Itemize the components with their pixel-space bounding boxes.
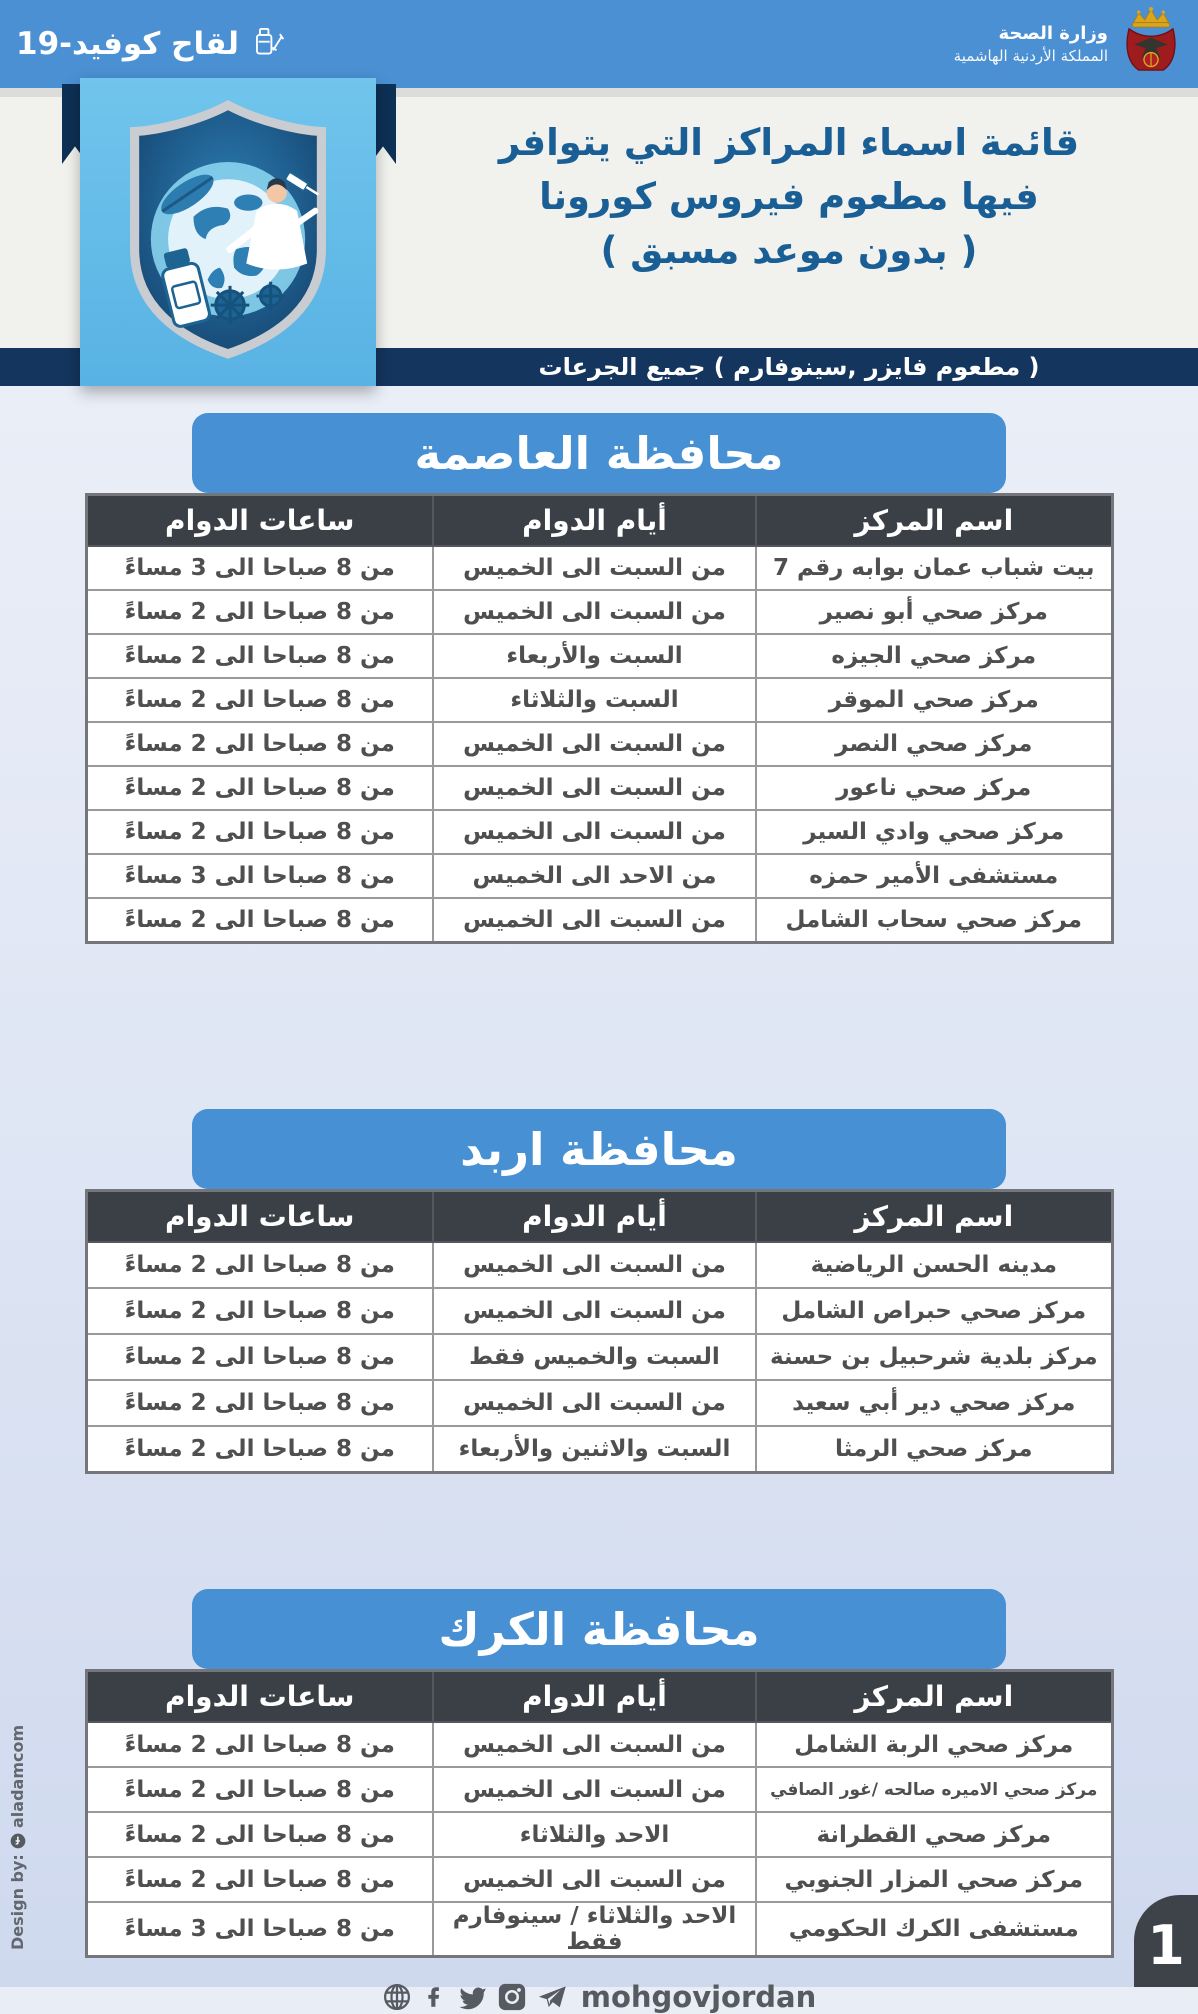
design-credit <box>8 1710 27 1950</box>
ministry-identity <box>954 6 1182 82</box>
cell-center-name: مركز صحي القطرانة <box>756 1812 1112 1857</box>
center-row <box>86 810 1112 854</box>
title-line-3: ( بدون موعد مسبق ) <box>600 229 978 272</box>
governorate-banner-label: محافظة الكرك <box>438 1602 760 1656</box>
governorate-banner-label: محافظة العاصمة <box>414 426 784 480</box>
cell-center-name: مركز صحي سحاب الشامل <box>756 898 1112 943</box>
cell-working-hours: من 8 صباحا الى 2 مساءً <box>86 1380 433 1426</box>
cell-working-hours: من 8 صباحا الى 3 مساءً <box>86 854 433 898</box>
cell-center-name: مركز صحي المزار الجنوبي <box>756 1857 1112 1902</box>
cell-working-days: من السبت الى الخميس <box>433 1857 756 1902</box>
cell-working-hours: من 8 صباحا الى 2 مساءً <box>86 1288 433 1334</box>
cell-working-days: من السبت الى الخميس <box>433 810 756 854</box>
cell-working-hours: من 8 صباحا الى 2 مساءً <box>86 722 433 766</box>
cell-working-days: من السبت الى الخميس <box>433 1767 756 1812</box>
cell-center-name: مركز صحي أبو نصير <box>756 590 1112 634</box>
title-line-2: فيها مطعوم فيروس كورونا <box>539 175 1039 218</box>
sections-host <box>0 413 1198 1958</box>
center-row <box>86 1812 1112 1857</box>
cell-center-name: مركز صحي الجيزه <box>756 634 1112 678</box>
cell-working-days: الاحد والثلاثاء <box>433 1812 756 1857</box>
vaccine-shield-badge <box>80 78 376 386</box>
governorate-section <box>0 1589 1198 1958</box>
cell-center-name: بيت شباب عمان بوابه رقم 7 <box>756 546 1112 590</box>
governorate-section <box>0 1109 1198 1474</box>
center-row <box>86 766 1112 810</box>
social-handle[interactable]: mohgovjordan <box>580 1980 817 2014</box>
center-row <box>86 1767 1112 1812</box>
cell-center-name: مدينه الحسن الرياضية <box>756 1242 1112 1288</box>
vaccine-types-label: ( مطعوم فايزر ,سينوفارم ) جميع الجرعات <box>538 353 1040 381</box>
center-row <box>86 722 1112 766</box>
center-row <box>86 1242 1112 1288</box>
cell-working-days: من السبت الى الخميس <box>433 1242 756 1288</box>
cell-working-days: من السبت الى الخميس <box>433 766 756 810</box>
centers-table <box>85 1189 1114 1474</box>
kingdom-name: المملكة الأردنية الهاشمية <box>953 47 1108 66</box>
cell-working-days: من السبت الى الخميس <box>433 1288 756 1334</box>
cell-working-days: الاحد والثلاثاء / سينوفارم فقط <box>433 1902 756 1957</box>
center-row <box>86 590 1112 634</box>
col-header-days: أيام الدوام <box>433 1191 756 1243</box>
center-row <box>86 1380 1112 1426</box>
cell-working-hours: من 8 صباحا الى 2 مساءً <box>86 810 433 854</box>
jordan-coat-of-arms-icon <box>1120 6 1182 82</box>
table-header-row <box>86 1671 1112 1723</box>
page-title <box>380 116 1198 278</box>
cell-working-hours: من 8 صباحا الى 2 مساءً <box>86 678 433 722</box>
cell-working-hours: من 8 صباحا الى 2 مساءً <box>86 1857 433 1902</box>
centers-table <box>85 1669 1114 1958</box>
center-row <box>86 898 1112 943</box>
cell-center-name: مستشفى الكرك الحكومي <box>756 1902 1112 1957</box>
vaccine-syringe-icon <box>251 21 285 67</box>
cell-center-name: مركز صحي دير أبي سعيد <box>756 1380 1112 1426</box>
col-header-hours: ساعات الدوام <box>86 1671 433 1723</box>
cell-working-days: من السبت الى الخميس <box>433 546 756 590</box>
ministry-name: وزارة الصحة <box>998 22 1108 44</box>
cell-working-hours: من 8 صباحا الى 2 مساءً <box>86 590 433 634</box>
col-header-center: اسم المركز <box>756 1671 1112 1723</box>
design-credit-author: aladamcom <box>8 1725 27 1829</box>
center-row <box>86 1722 1112 1767</box>
facebook-circle-icon <box>8 1833 27 1849</box>
cell-working-hours: من 8 صباحا الى 2 مساءً <box>86 634 433 678</box>
cell-working-hours: من 8 صباحا الى 3 مساءً <box>86 1902 433 1957</box>
center-row <box>86 1288 1112 1334</box>
campaign-label: لقاح كوفيد-19 <box>16 26 240 62</box>
cell-working-hours: من 8 صباحا الى 2 مساءً <box>86 898 433 943</box>
col-header-center: اسم المركز <box>756 495 1112 547</box>
cell-working-hours: من 8 صباحا الى 2 مساءً <box>86 1767 433 1812</box>
cell-working-days: السبت والاثنين والأربعاء <box>433 1426 756 1473</box>
col-header-center: اسم المركز <box>756 1191 1112 1243</box>
cell-working-hours: من 8 صباحا الى 3 مساءً <box>86 546 433 590</box>
cell-working-days: من السبت الى الخميس <box>433 898 756 943</box>
governorate-banner <box>192 413 1006 493</box>
cell-working-hours: من 8 صباحا الى 2 مساءً <box>86 1812 433 1857</box>
design-credit-prefix: Design by: <box>8 1854 27 1950</box>
center-row <box>86 1902 1112 1957</box>
center-row <box>86 1426 1112 1473</box>
cell-working-days: من السبت الى الخميس <box>433 722 756 766</box>
centers-table <box>85 493 1114 944</box>
cell-working-days: السبت والخميس فقط <box>433 1334 756 1380</box>
title-line-1: قائمة اسماء المراكز التي يتوافر <box>498 121 1080 164</box>
cell-center-name: مركز صحي الربة الشامل <box>756 1722 1112 1767</box>
cell-center-name: مركز بلدية شرحبيل بن حسنة <box>756 1334 1112 1380</box>
cell-working-hours: من 8 صباحا الى 2 مساءً <box>86 1242 433 1288</box>
cell-center-name: مركز صحي الموقر <box>756 678 1112 722</box>
governorate-banner <box>192 1109 1006 1189</box>
cell-working-hours: من 8 صباحا الى 2 مساءً <box>86 766 433 810</box>
cell-working-hours: من 8 صباحا الى 2 مساءً <box>86 1334 433 1380</box>
center-row <box>86 1857 1112 1902</box>
col-header-hours: ساعات الدوام <box>86 1191 433 1243</box>
center-row <box>86 1334 1112 1380</box>
col-header-hours: ساعات الدوام <box>86 495 433 547</box>
shield-globe-icon <box>106 97 350 367</box>
cell-working-hours: من 8 صباحا الى 2 مساءً <box>86 1722 433 1767</box>
social-footer <box>0 1980 1198 2014</box>
cell-working-days: من السبت الى الخميس <box>433 590 756 634</box>
covid-vaccine-campaign <box>16 21 285 67</box>
center-row <box>86 546 1112 590</box>
top-header-bar <box>0 0 1198 88</box>
governorate-banner <box>192 1589 1006 1669</box>
cell-center-name: مركز صحي الرمثا <box>756 1426 1112 1473</box>
tables-area <box>0 386 1198 2014</box>
center-row <box>86 854 1112 898</box>
cell-working-days: السبت والأربعاء <box>433 634 756 678</box>
cell-center-name: مركز صحي الاميره صالحه /غور الصافي <box>756 1767 1112 1812</box>
table-header-row <box>86 495 1112 547</box>
cell-working-days: من السبت الى الخميس <box>433 1380 756 1426</box>
ministry-text <box>954 22 1108 67</box>
cell-center-name: مركز صحي النصر <box>756 722 1112 766</box>
cell-working-days: من الاحد الى الخميس <box>433 854 756 898</box>
cell-center-name: مركز صحي ناعور <box>756 766 1112 810</box>
page-number: 1 <box>1147 1913 1185 1977</box>
governorate-section <box>0 413 1198 944</box>
table-header-row <box>86 1191 1112 1243</box>
cell-working-days: من السبت الى الخميس <box>433 1722 756 1767</box>
cell-center-name: مركز صحي وادي السير <box>756 810 1112 854</box>
governorate-banner-label: محافظة اربد <box>460 1122 738 1176</box>
center-row <box>86 634 1112 678</box>
center-row <box>86 678 1112 722</box>
cell-center-name: مركز صحي حبراص الشامل <box>756 1288 1112 1334</box>
cell-working-days: السبت والثلاثاء <box>433 678 756 722</box>
cell-working-hours: من 8 صباحا الى 2 مساءً <box>86 1426 433 1473</box>
cell-center-name: مستشفى الأمير حمزه <box>756 854 1112 898</box>
col-header-days: أيام الدوام <box>433 495 756 547</box>
col-header-days: أيام الدوام <box>433 1671 756 1723</box>
